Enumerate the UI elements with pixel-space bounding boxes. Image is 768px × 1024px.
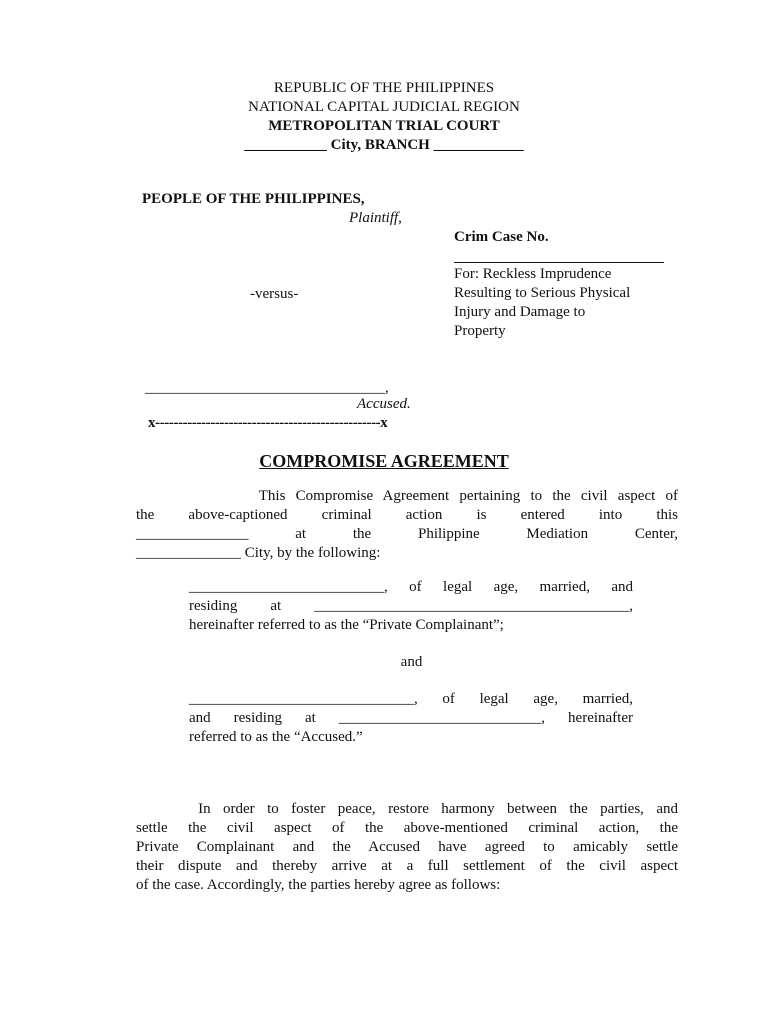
- paragraph-line: _______________ at the Philippine Mediation Center,: [136, 526, 678, 542]
- paragraph-line: referred to as the “Accused.”: [189, 729, 363, 745]
- private-complainant-paragraph: [189, 578, 633, 635]
- versus-label: -versus-: [250, 286, 299, 302]
- accused-role: Accused.: [357, 396, 411, 412]
- case-nature: [454, 265, 694, 341]
- paragraph-line: their dispute and thereby arrive at a full settlement of the civil aspect: [136, 858, 678, 874]
- intro-paragraph: [136, 487, 678, 563]
- header-city-branch: ___________ City, BRANCH ____________: [244, 137, 524, 153]
- document-title: [0, 450, 768, 472]
- paragraph-line: __________________________, of legal age, married, and: [189, 579, 633, 595]
- accused-paragraph: [189, 690, 633, 747]
- paragraph-line: This Compromise Agreement pertaining to the civil aspect of: [136, 488, 678, 504]
- plaintiff-role: Plaintiff,: [349, 210, 402, 226]
- paragraph-line: residing at __________________________________________,: [189, 598, 633, 614]
- paragraph-line: the above-captioned criminal action is entered into this: [136, 507, 678, 523]
- header-republic: REPUBLIC OF THE PHILIPPINES: [273, 80, 495, 96]
- paragraph-line: ______________________________, of legal age, married,: [189, 691, 633, 707]
- paragraph-line: and residing at ___________________________, hereinafter: [189, 710, 633, 726]
- document-title-text: COMPROMISE AGREEMENT: [259, 451, 509, 471]
- court-header: [0, 79, 768, 155]
- case-nature-line: Resulting to Serious Physical: [454, 285, 631, 301]
- plaintiff-name: PEOPLE OF THE PHILIPPINES,: [142, 191, 365, 207]
- header-court: METROPOLITAN TRIAL COURT: [268, 118, 500, 134]
- paragraph-line: Private Complainant and the Accused have agreed to amicably settle: [136, 839, 678, 855]
- paragraph-line: of the case. Accordingly, the parties hereby agree as follows:: [136, 877, 501, 893]
- case-nature-line: For: Reckless Imprudence: [454, 266, 612, 282]
- body-paragraph: [136, 800, 678, 895]
- and-separator: and: [400, 654, 423, 670]
- paragraph-line: In order to foster peace, restore harmony between the parties, and: [136, 801, 678, 817]
- case-number-line: [454, 262, 664, 263]
- paragraph-line: ______________ City, by the following:: [136, 545, 381, 561]
- header-region: NATIONAL CAPITAL JUDICIAL REGION: [248, 99, 520, 115]
- paragraph-line: settle the civil aspect of the above-mentioned criminal action, the: [136, 820, 678, 836]
- case-number-label: Crim Case No.: [454, 229, 549, 245]
- caption-divider: x-------------------------------------------------x: [148, 415, 388, 431]
- case-nature-line: Injury and Damage to: [454, 304, 586, 320]
- paragraph-line: hereinafter referred to as the “Private Complainant”;: [189, 617, 504, 633]
- accused-name-line: ________________________________,: [145, 380, 389, 396]
- case-nature-line: Property: [454, 323, 506, 339]
